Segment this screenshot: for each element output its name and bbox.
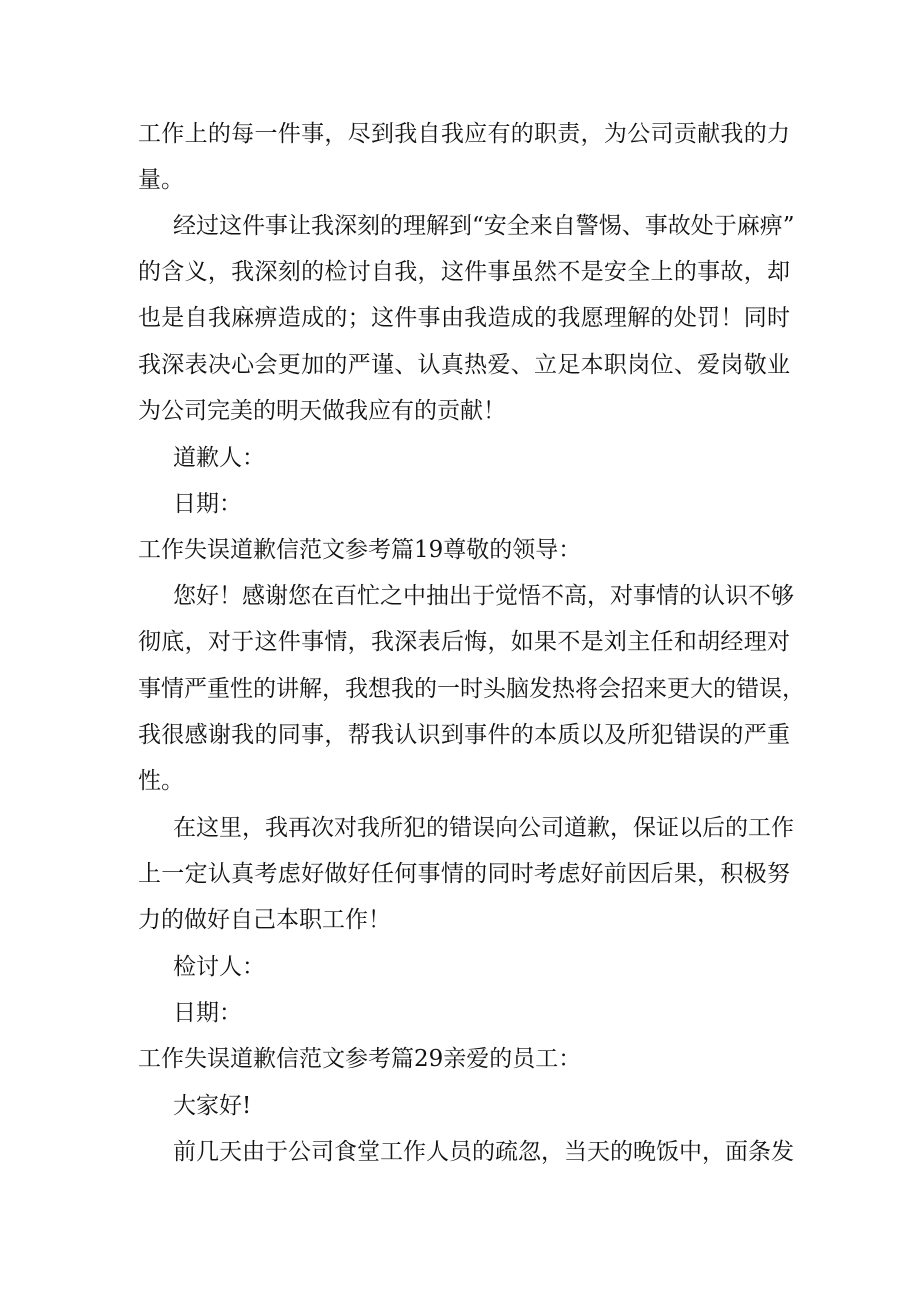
paragraph-line: 您好！感谢您在百忙之中抽出于觉悟不高，对事情的认识不够 [173, 583, 794, 609]
signature-label: 检讨人： [173, 954, 265, 980]
paragraph-line: 事情严重性的讲解，我想我的一时头脑发热将会招来更大的错误， [138, 676, 805, 702]
signature-label: 道歉人： [173, 445, 265, 471]
paragraph-line: 性。 [138, 768, 184, 794]
paragraph-line: 的含义，我深刻的检讨自我，这件事虽然不是安全上的事故，却 [138, 259, 790, 285]
paragraph-line: 工作上的每一件事，尽到我自我应有的职责，为公司贡献我的力 [138, 121, 790, 147]
paragraph-line: 也是自我麻痹造成的；这件事由我造成的我愿理解的处罚！同时 [138, 305, 790, 331]
paragraph-line: 量。 [138, 167, 184, 193]
paragraph-line: 我深表决心会更加的严谨、认真热爱、立足本职岗位、爱岗敬业 [138, 352, 790, 378]
paragraph-line: 为公司完美的明天做我应有的贡献！ [138, 398, 506, 424]
paragraph-line: 上一定认真考虑好做好任何事情的同时考虑好前因后果，积极努 [138, 861, 790, 887]
greeting-line: 大家好! [173, 1093, 252, 1119]
section-heading: 工作失误道歉信范文参考篇19尊敬的领导： [138, 537, 582, 563]
date-label: 日期： [173, 1000, 242, 1026]
paragraph-line: 我很感谢我的同事，帮我认识到事件的本质以及所犯错误的严重 [138, 722, 790, 748]
paragraph-line: 力的做好自己本职工作！ [138, 907, 391, 933]
paragraph-line: 在这里，我再次对我所犯的错误向公司道歉，保证以后的工作 [173, 815, 794, 841]
section-heading: 工作失误道歉信范文参考篇29亲爱的员工： [138, 1046, 582, 1072]
paragraph-line: 前几天由于公司食堂工作人员的疏忽，当天的晚饭中，面条发 [173, 1139, 794, 1165]
date-label: 日期： [173, 491, 242, 517]
paragraph-line: 彻底，对于这件事情，我深表后悔，如果不是刘主任和胡经理对 [138, 629, 790, 655]
paragraph-line: 经过这件事让我深刻的理解到“安全来自警惕、事故处于麻痹” [173, 213, 795, 239]
